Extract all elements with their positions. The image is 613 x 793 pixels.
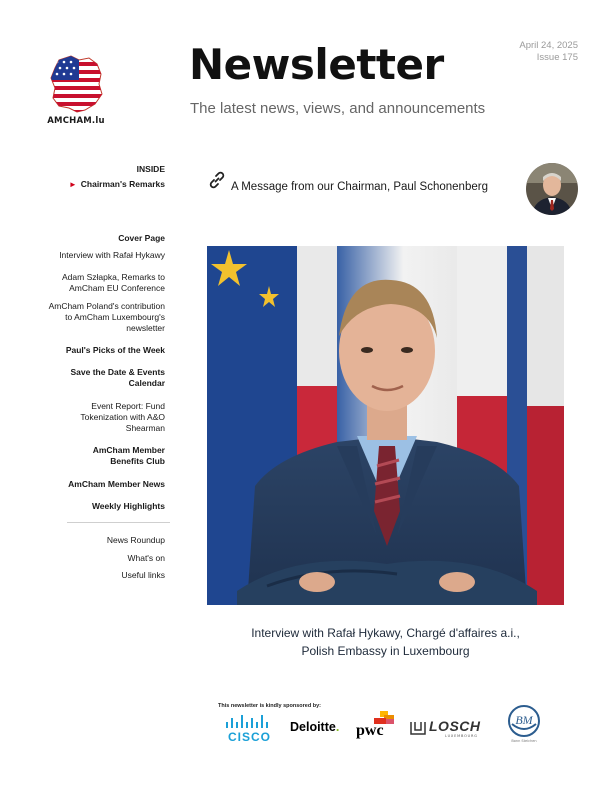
chairman-message-link[interactable] <box>207 170 507 194</box>
sidebar-item-news-roundup[interactable]: News Roundup <box>106 535 165 545</box>
cisco-wordmark: CISCO <box>228 730 272 744</box>
pwc-logo[interactable] <box>356 710 400 742</box>
bonn-steichen-logo[interactable] <box>506 704 542 744</box>
cisco-logo[interactable] <box>222 714 276 742</box>
issue-date: April 24, 2025 <box>519 40 578 51</box>
pwc-wordmark: pwc <box>356 722 384 739</box>
link-icon <box>207 170 227 190</box>
sidebar-item-whats-on[interactable]: What's on <box>127 553 165 563</box>
losch-logo[interactable] <box>409 718 489 740</box>
sidebar-nav <box>40 0 165 600</box>
sidebar-item-useful-links[interactable]: Useful links <box>121 570 165 580</box>
arrow-right-icon: ► <box>68 180 77 189</box>
logo-text: AMCHAM.lu <box>47 116 105 126</box>
svg-text:BM: BM <box>515 713 533 727</box>
deloitte-dot: . <box>335 720 340 734</box>
sidebar-item-event-report[interactable]: Event Report: Fund Tokenization with A&O Shearman <box>80 401 165 433</box>
sidebar-heading-inside: INSIDE <box>136 164 165 174</box>
sidebar-item-current-label: Chairman's Remarks <box>80 179 165 189</box>
losch-subtext: LUXEMBOURG <box>445 734 478 738</box>
sidebar-item-benefits-club[interactable]: AmCham Member Benefits Club <box>92 445 165 466</box>
losch-wordmark: LOSCH <box>429 718 481 734</box>
bonn-steichen-text: Bonn Steichen <box>511 739 537 743</box>
sidebar-item-current[interactable] <box>40 179 165 190</box>
losch-emblem-icon <box>409 720 427 736</box>
page-title: Newsletter <box>189 40 444 89</box>
issue-number: Issue 175 <box>536 52 578 63</box>
sidebar-item-member-news[interactable]: AmCham Member News <box>68 479 165 489</box>
sidebar-item-pauls-picks[interactable]: Paul's Picks of the Week <box>65 345 165 355</box>
cisco-bars-icon <box>222 714 276 730</box>
page-tagline: The latest news, views, and announcements <box>190 100 486 117</box>
sidebar-divider <box>67 522 170 523</box>
sidebar-item-amcham-poland[interactable]: AmCham Poland's contribution to AmCham Luxembourg's newsletter <box>48 301 165 333</box>
sidebar-item-interview[interactable]: Interview with Rafał Hykawy <box>59 250 165 260</box>
caption-line-2: Polish Embassy in Luxembourg <box>301 644 470 658</box>
issue-meta <box>519 40 578 64</box>
sidebar-item-save-the-date[interactable]: Save the Date & Events Calendar <box>70 367 165 388</box>
deloitte-logo[interactable] <box>290 720 339 734</box>
chairman-message-text: A Message from our Chairman, Paul Schonenberg <box>231 181 488 193</box>
caption-line-1: Interview with Rafał Hykawy, Chargé d'affaires a.i., <box>251 626 520 640</box>
chairman-avatar <box>526 163 578 215</box>
sidebar-item-weekly-highlights[interactable]: Weekly Highlights <box>91 501 165 511</box>
bonn-steichen-emblem-icon <box>506 704 542 738</box>
sidebar-item-cover-page[interactable]: Cover Page <box>118 233 165 243</box>
sidebar-item-szlapka[interactable]: Adam Szłapka, Remarks to AmCham EU Conference <box>62 272 165 293</box>
sponsor-label: This newsletter is kindly sponsored by: <box>218 703 321 709</box>
deloitte-wordmark: Deloitte <box>290 720 336 734</box>
interview-photo[interactable] <box>207 246 564 605</box>
photo-caption[interactable] <box>207 624 564 660</box>
